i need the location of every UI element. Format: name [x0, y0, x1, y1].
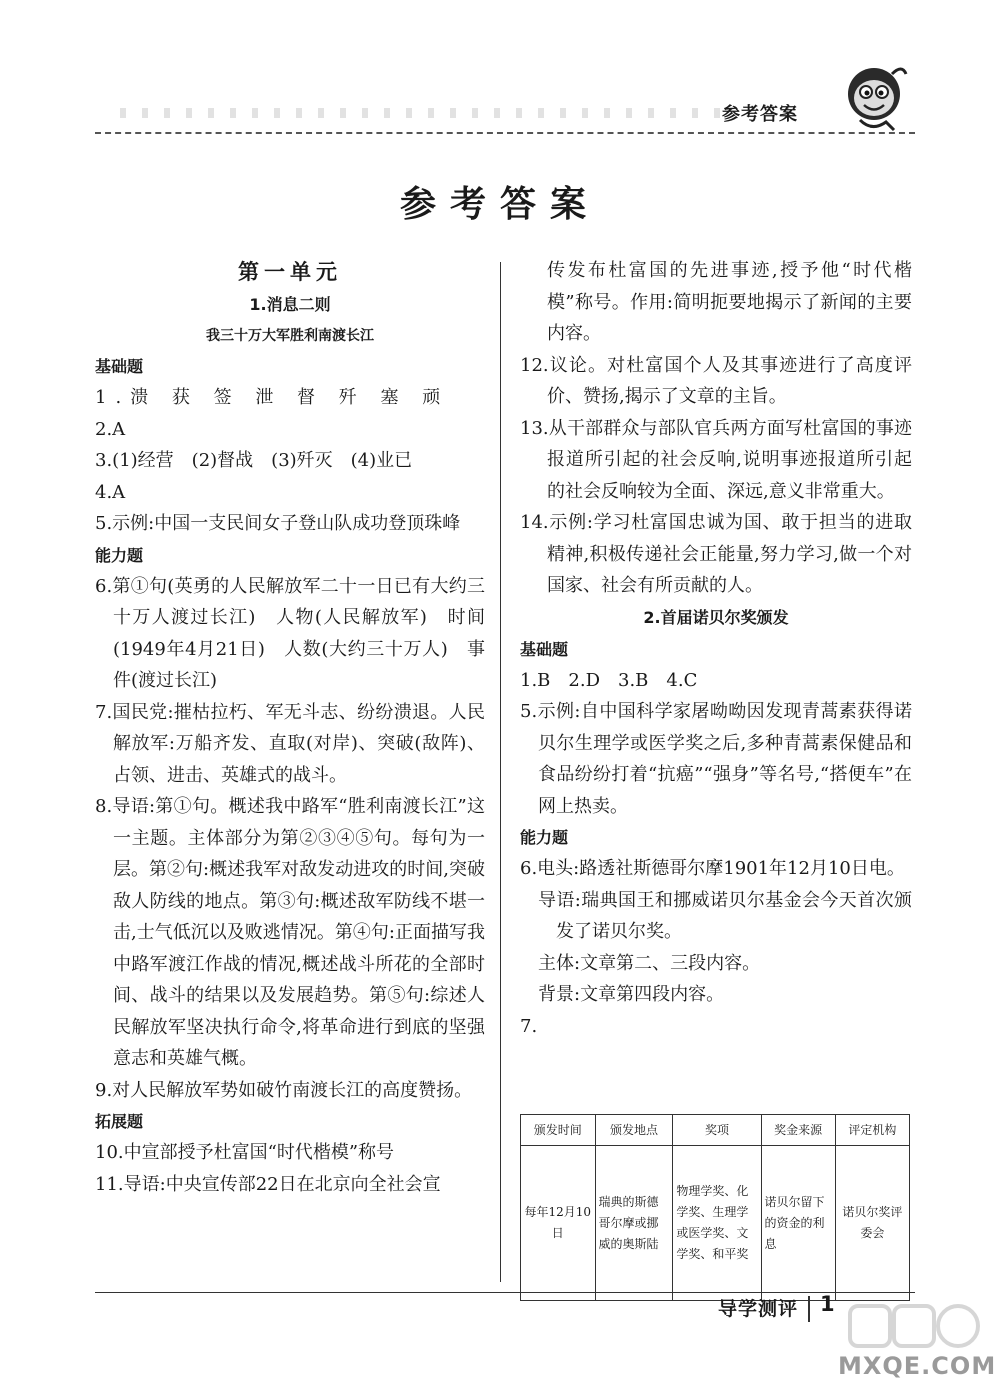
answer-6-background: 背景:文章第四段内容。 [538, 984, 725, 1005]
answer-5: 5.示例:中国一支民间女子登山队成功登顶珠峰 [95, 513, 461, 534]
lesson-title: 1.消息二则 [249, 295, 331, 314]
page-title: 参考答案 [399, 184, 600, 225]
answer-6-lead: 导语:瑞典国王和挪威诺贝尔基金会今天首次颁发了诺贝尔奖。 [538, 889, 912, 942]
footer-brand: 导学测评 [718, 1298, 799, 1320]
answer-3: 3.(1)经营 (2)督战 (3)歼灭 (4)业已 [95, 450, 413, 471]
table-header-row [521, 1115, 910, 1146]
answer-8: 8.导语:第①句。概述我中路军“胜利南渡长江”这一主题。主体部分为第②③④⑤句。每句为一层。第②句:概述我军对敌发动进攻的时间,突破敌人防线的地点。第③句:概述敌军防线不堪一击,士气低沉以及败逃情况。第④句:正面描写我中路军渡江作战的情况,概述战斗所花的全部时间、战斗的结果以及发展趋势。第⑤句:综述人民解放军坚决执行命令,将革命进行到底的坚强意志和英雄气概。 [95, 796, 485, 1069]
table-cell: 诺贝尔留下的资金的利息 [761, 1146, 835, 1301]
section-extend: 拓展题 [95, 1112, 144, 1131]
nobel-award-table [520, 1114, 910, 1301]
unit-title: 第一单元 [238, 260, 342, 284]
answer-5-lesson2: 5.示例:自中国科学家屠呦呦因发现青蒿素获得诺贝尔生理学或医学奖之后,多种青蒿素保健品和食品纷纷打着“抗癌”“强身”等名号,“搭便车”在网上热卖。 [520, 701, 912, 817]
answer-11-continued: 传发布杜富国的先进事迹,授予他“时代楷模”称号。作用:简明扼要地揭示了新闻的主要内容。 [547, 260, 912, 344]
mascot-icon [842, 60, 912, 140]
section-ability: 能力题 [95, 545, 144, 565]
answer-10: 10.中宣部授予杜富国“时代楷模”称号 [95, 1142, 395, 1163]
lesson-2-title: 2.首届诺贝尔奖颁发 [643, 607, 789, 627]
answer-13: 13.从干部群众与部队官兵两方面写杜富国的事迹报道所引起的社会反响,说明事迹报道所引起的社会反响较为全面、深远,意义非常重大。 [520, 417, 912, 502]
table-header-cell: 奖金来源 [761, 1115, 835, 1146]
footer-separator [808, 1296, 810, 1322]
section-basic-2: 基础题 [520, 639, 569, 659]
table-cell: 每年12月10日 [521, 1146, 596, 1301]
answer-9: 9.对人民解放军势如破竹南渡长江的高度赞扬。 [95, 1079, 473, 1101]
answer-6-body: 主体:文章第二、三段内容。 [538, 952, 761, 974]
column-divider [500, 262, 501, 1282]
table-row [521, 1146, 910, 1301]
header-decoration [120, 108, 720, 118]
answer-6: 6.第①句(英勇的人民解放军二十一日已有大约三十万人渡过长江) 人物(人民解放军) 时间(1949年4月21日) 人数(大约三十万人) 事件(渡过长江) [95, 575, 485, 691]
answer-11: 11.导语:中央宣传部22日在北京向全社会宣 [95, 1173, 441, 1195]
table-cell: 诺贝尔奖评委会 [835, 1146, 909, 1301]
answer-2: 2.A [95, 418, 126, 440]
table-header-cell: 奖项 [673, 1115, 761, 1146]
header-divider [95, 132, 915, 134]
table-header-cell: 评定机构 [835, 1115, 909, 1146]
answer-1: 1.溃 获 签 泄 督 歼 塞 顽 [95, 387, 450, 408]
page-number: 1 [820, 1292, 835, 1316]
table-header-cell: 颁发时间 [521, 1115, 596, 1146]
answer-1-4: 1.B 2.D 3.B 4.C [520, 669, 698, 691]
table-cell: 瑞典的斯德哥尔摩或挪威的奥斯陆 [595, 1146, 673, 1301]
table-header-cell: 颁发地点 [595, 1115, 673, 1146]
answer-14: 14.示例:学习杜富国忠诚为国、敢于担当的进取精神,积极传递社会正能量,努力学习,做一个对国家、社会有所贡献的人。 [520, 512, 912, 596]
watermark-text: MXQE.COM [838, 1352, 997, 1380]
header-label: 参考答案 [722, 104, 798, 125]
answer-12: 12.议论。对杜富国个人及其事迹进行了高度评价、赞扬,揭示了文章的主旨。 [520, 354, 912, 407]
table-cell: 物理学奖、化学奖、生理学或医学奖、文学奖、和平奖 [673, 1146, 761, 1301]
section-basic: 基础题 [95, 357, 144, 376]
answer-7: 7.国民党:摧枯拉朽、军无斗志、纷纷溃退。人民解放军:万船齐发、直取(对岸)、突破(敌阵)、占领、进击、英雄式的战斗。 [95, 701, 485, 786]
answer-7-lesson2: 7. [520, 1015, 538, 1037]
lesson-subtitle: 我三十万大军胜利南渡长江 [206, 328, 374, 344]
answer-4: 4.A [95, 481, 126, 503]
left-column [95, 255, 485, 1200]
section-ability-2: 能力题 [520, 828, 569, 847]
right-column [520, 255, 912, 1042]
answer-6-lesson2: 6.电头:路透社斯德哥尔摩1901年12月10日电。 [520, 858, 905, 879]
footer-divider [95, 1292, 915, 1293]
